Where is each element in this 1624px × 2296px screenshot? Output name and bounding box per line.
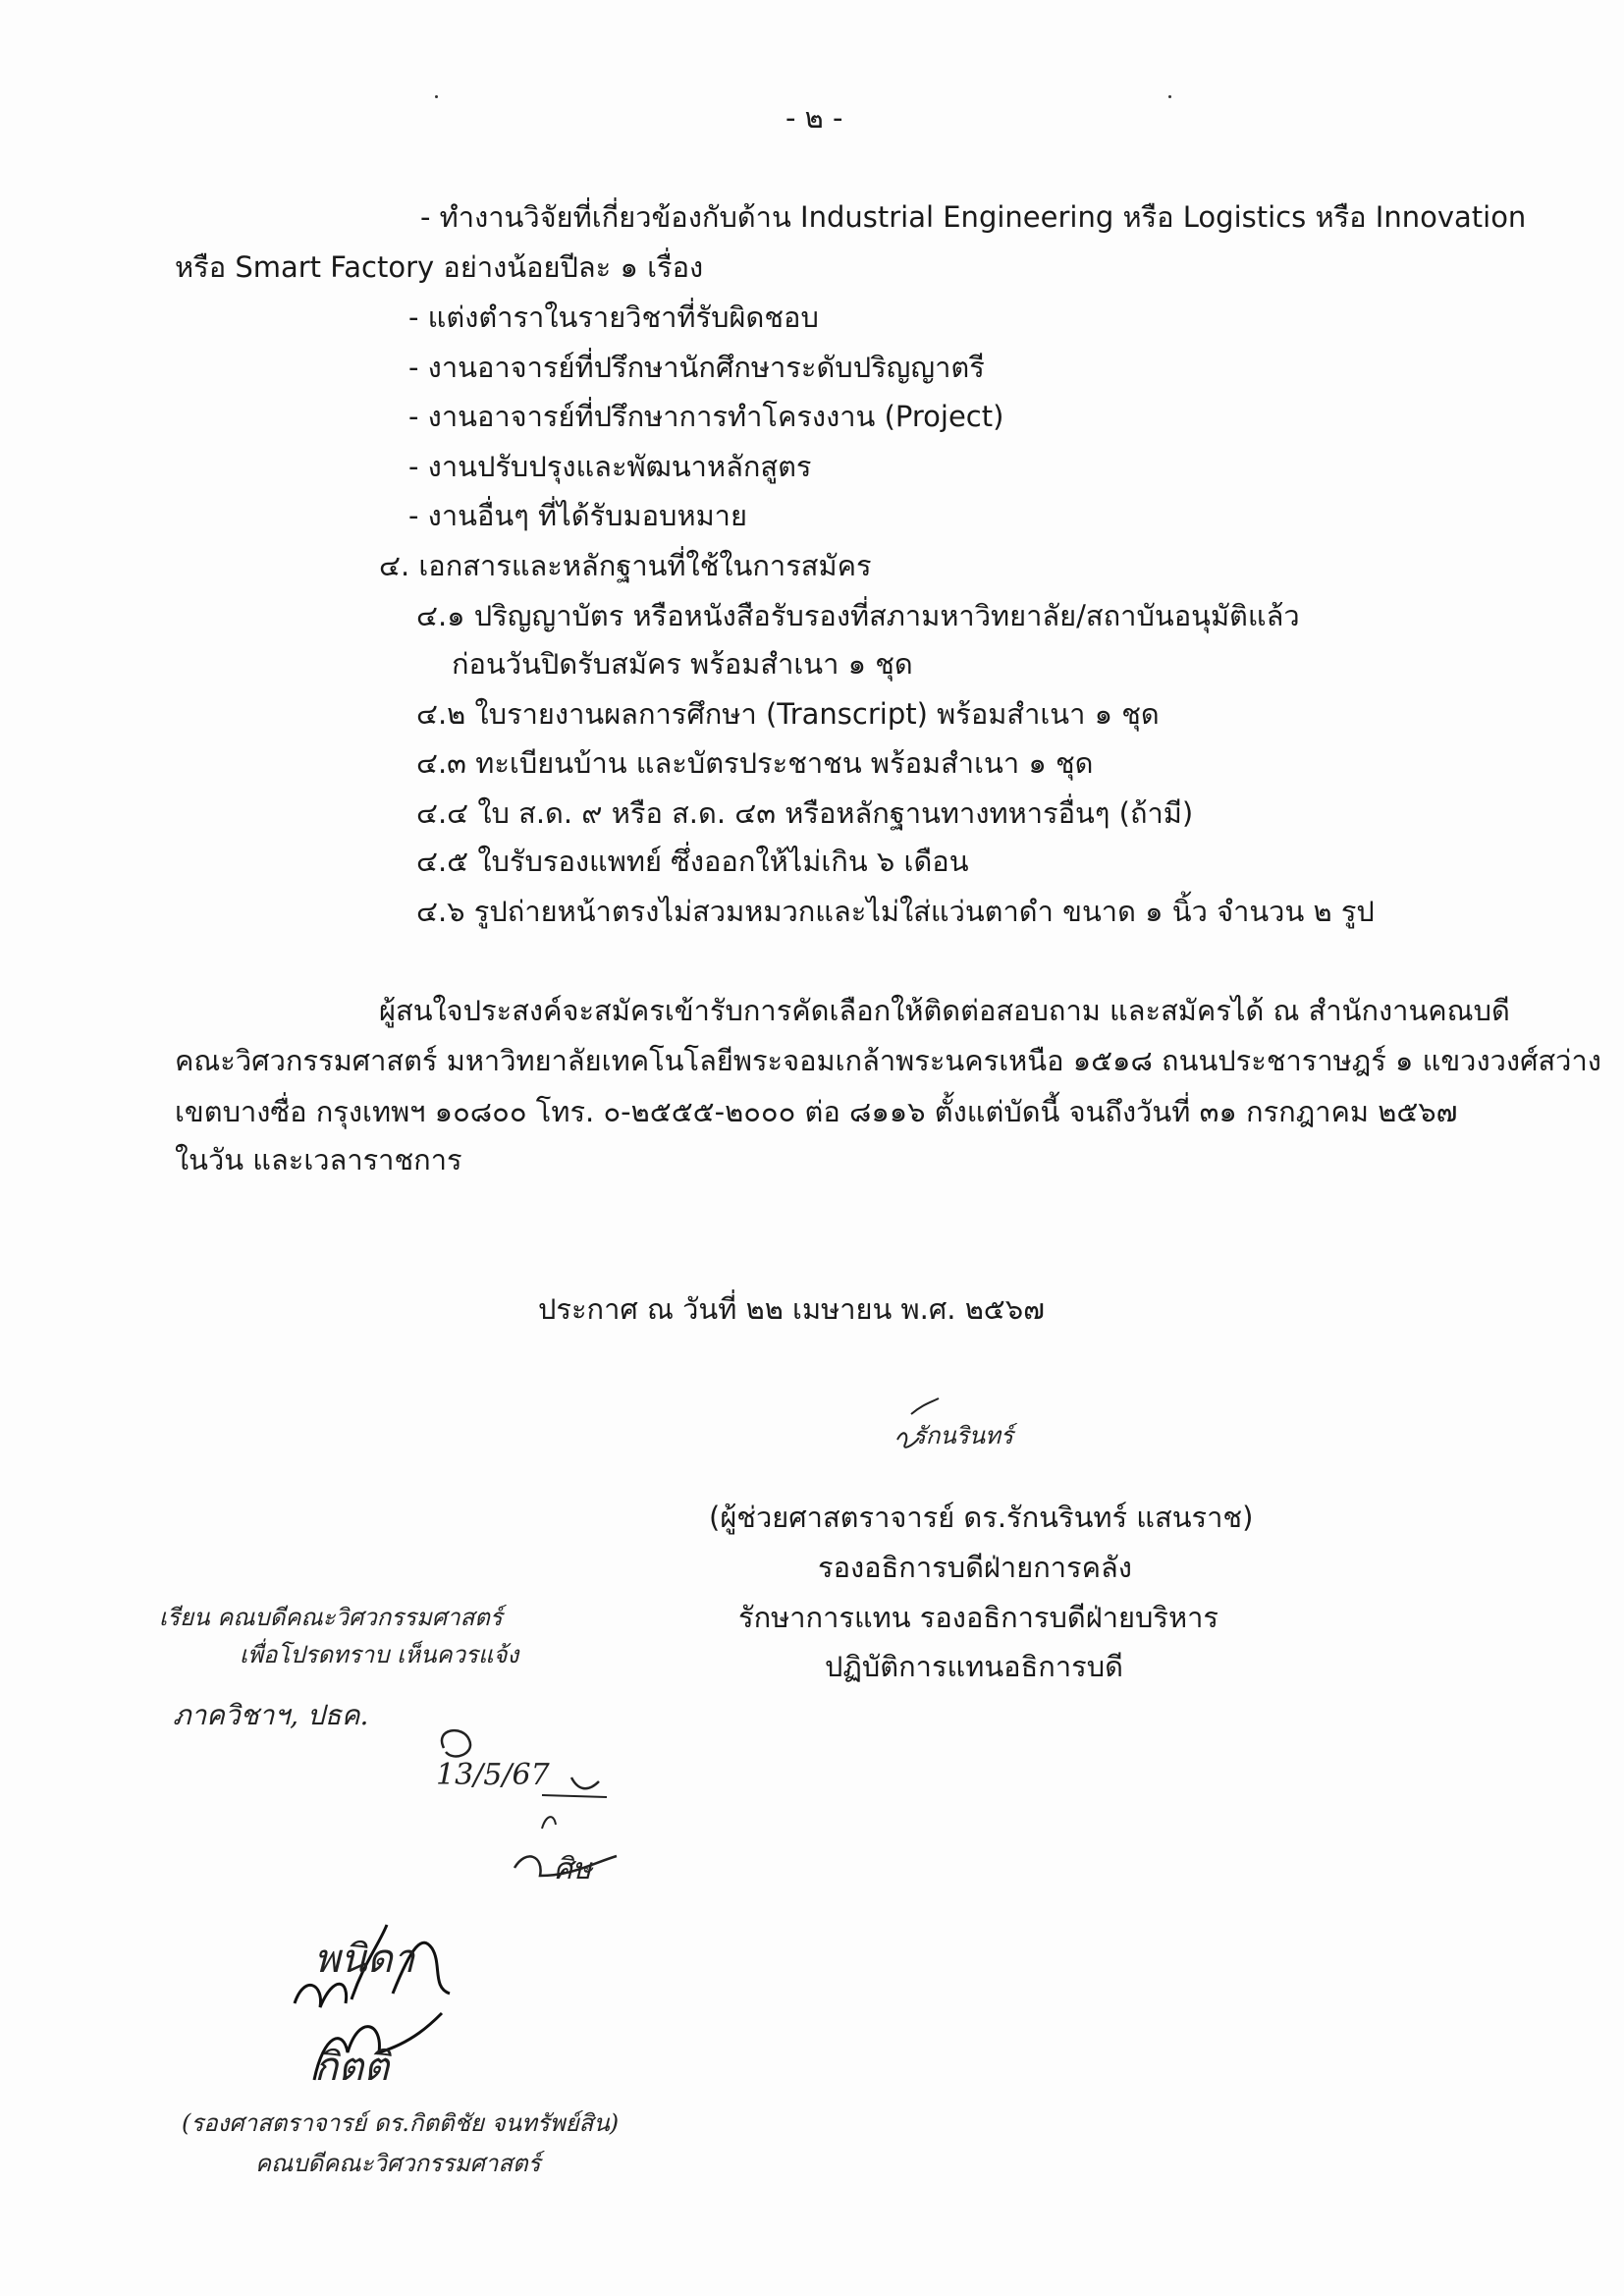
duty-research-line: - ทำงานวิจัยที่เกี่ยวข้องกับด้าน Industrial Engineering หรือ Logistics หรือ Innovation — [420, 200, 1527, 234]
contact-line-1: ผู้สนใจประสงค์จะสมัครเข้ารับการคัดเลือกให้ติดต่อสอบถาม และสมัครได้ ณ สำนักงานคณบดี — [379, 994, 1510, 1027]
duty-item: - แต่งตำราในรายวิชาที่รับผิดชอบ — [408, 301, 819, 334]
handwritten-date: 13/5/67 — [436, 1758, 550, 1792]
scan-speck — [1168, 95, 1171, 98]
signatory-signature: รักนรินทร์ — [913, 1422, 1013, 1449]
handwritten-note-instruction: เพื่อโปรดทราบ เห็นควรแจ้ง — [240, 1641, 519, 1668]
duty-item: - งานอาจารย์ที่ปรึกษานักศึกษาระดับปริญญาตรี — [408, 351, 985, 384]
signatory-position-1: รองอธิการบดีฝ่ายการคลัง — [818, 1551, 1132, 1584]
contact-line-4: ในวัน และเวลาราชการ — [175, 1143, 462, 1176]
dean-position: คณบดีคณะวิศวกรรมศาสตร์ — [255, 2150, 541, 2177]
document-item-4-5: ๔.๕ ใบรับรองแพทย์ ซึ่งออกให้ไม่เกิน ๖ เดือน — [416, 845, 969, 878]
announcement-date: ประกาศ ณ วันที่ ๒๒ เมษายน พ.ศ. ๒๕๖๗ — [538, 1292, 1045, 1326]
signatory-position-2: รักษาการแทน รองอธิการบดีฝ่ายบริหาร — [738, 1601, 1218, 1634]
section-4-heading: ๔. เอกสารและหลักฐานที่ใช้ในการสมัคร — [379, 549, 872, 582]
scan-speck — [435, 95, 438, 98]
dean-name: (รองศาสตราจารย์ ดร.กิตติชัย จนทรัพย์สิน) — [182, 2109, 620, 2137]
contact-line-2: คณะวิศวกรรมศาสตร์ มหาวิทยาลัยเทคโนโลยีพระจอมเกล้าพระนครเหนือ ๑๕๑๘ ถนนประชาราษฎร์ ๑ แขวงวงศ์สว่าง — [175, 1044, 1601, 1077]
contact-line-3: เขตบางซื่อ กรุงเทพฯ ๑๐๘๐๐ โทร. ๐-๒๕๕๕-๒๐๐๐ ต่อ ๘๑๑๖ ตั้งแต่บัดนี้ จนถึงวันที่ ๓๑ กรกฎาคม ๒๕๖๗ — [175, 1095, 1458, 1128]
handwritten-initial: ศิษ — [554, 1852, 592, 1886]
duty-item: - งานปรับปรุงและพัฒนาหลักสูตร — [408, 450, 812, 483]
handwritten-note-addressee: เรียน คณบดีคณะวิศวกรรมศาสตร์ — [159, 1604, 503, 1631]
page-number: - ๒ - — [785, 101, 843, 135]
handwritten-signature-lower: กิตติ — [314, 2045, 390, 2090]
document-item-4-3: ๔.๓ ทะเบียนบ้าน และบัตรประชาชน พร้อมสำเนา ๑ ชุด — [416, 746, 1094, 780]
document-item-4-6: ๔.๖ รูปถ่ายหน้าตรงไม่สวมหมวกและไม่ใส่แว่นตาดำ ขนาด ๑ นิ้ว จำนวน ๒ รูป — [416, 895, 1375, 928]
handwritten-signature-upper: พนิดา — [314, 1937, 415, 1982]
duty-research-continuation: หรือ Smart Factory อย่างน้อยปีละ ๑ เรื่อง — [175, 250, 704, 284]
handwritten-note-department: ภาควิชาฯ, ปธค. — [173, 1699, 369, 1731]
signatory-position-3: ปฏิบัติการแทนอธิการบดี — [825, 1650, 1123, 1683]
document-item-4-1-continuation: ก่อนวันปิดรับสมัคร พร้อมสำเนา ๑ ชุด — [452, 647, 913, 681]
document-item-4-2: ๔.๒ ใบรายงานผลการศึกษา (Transcript) พร้อมสำเนา ๑ ชุด — [416, 697, 1160, 731]
signatory-name: (ผู้ช่วยศาสตราจารย์ ดร.รักนรินทร์ แสนราช) — [709, 1501, 1254, 1534]
duty-item: - งานอื่นๆ ที่ได้รับมอบหมาย — [408, 499, 747, 532]
handwritten-initials-mark — [424, 1719, 640, 1905]
document-item-4-4: ๔.๔ ใบ ส.ด. ๙ หรือ ส.ด. ๔๓ หรือหลักฐานทางทหารอื่นๆ (ถ้ามี) — [416, 796, 1194, 830]
document-item-4-1: ๔.๑ ปริญญาบัตร หรือหนังสือรับรองที่สภามหาวิทยาลัย/สถาบันอนุมัติแล้ว — [416, 599, 1300, 632]
duty-item: - งานอาจารย์ที่ปรึกษาการทำโครงงาน (Project) — [408, 400, 1004, 433]
